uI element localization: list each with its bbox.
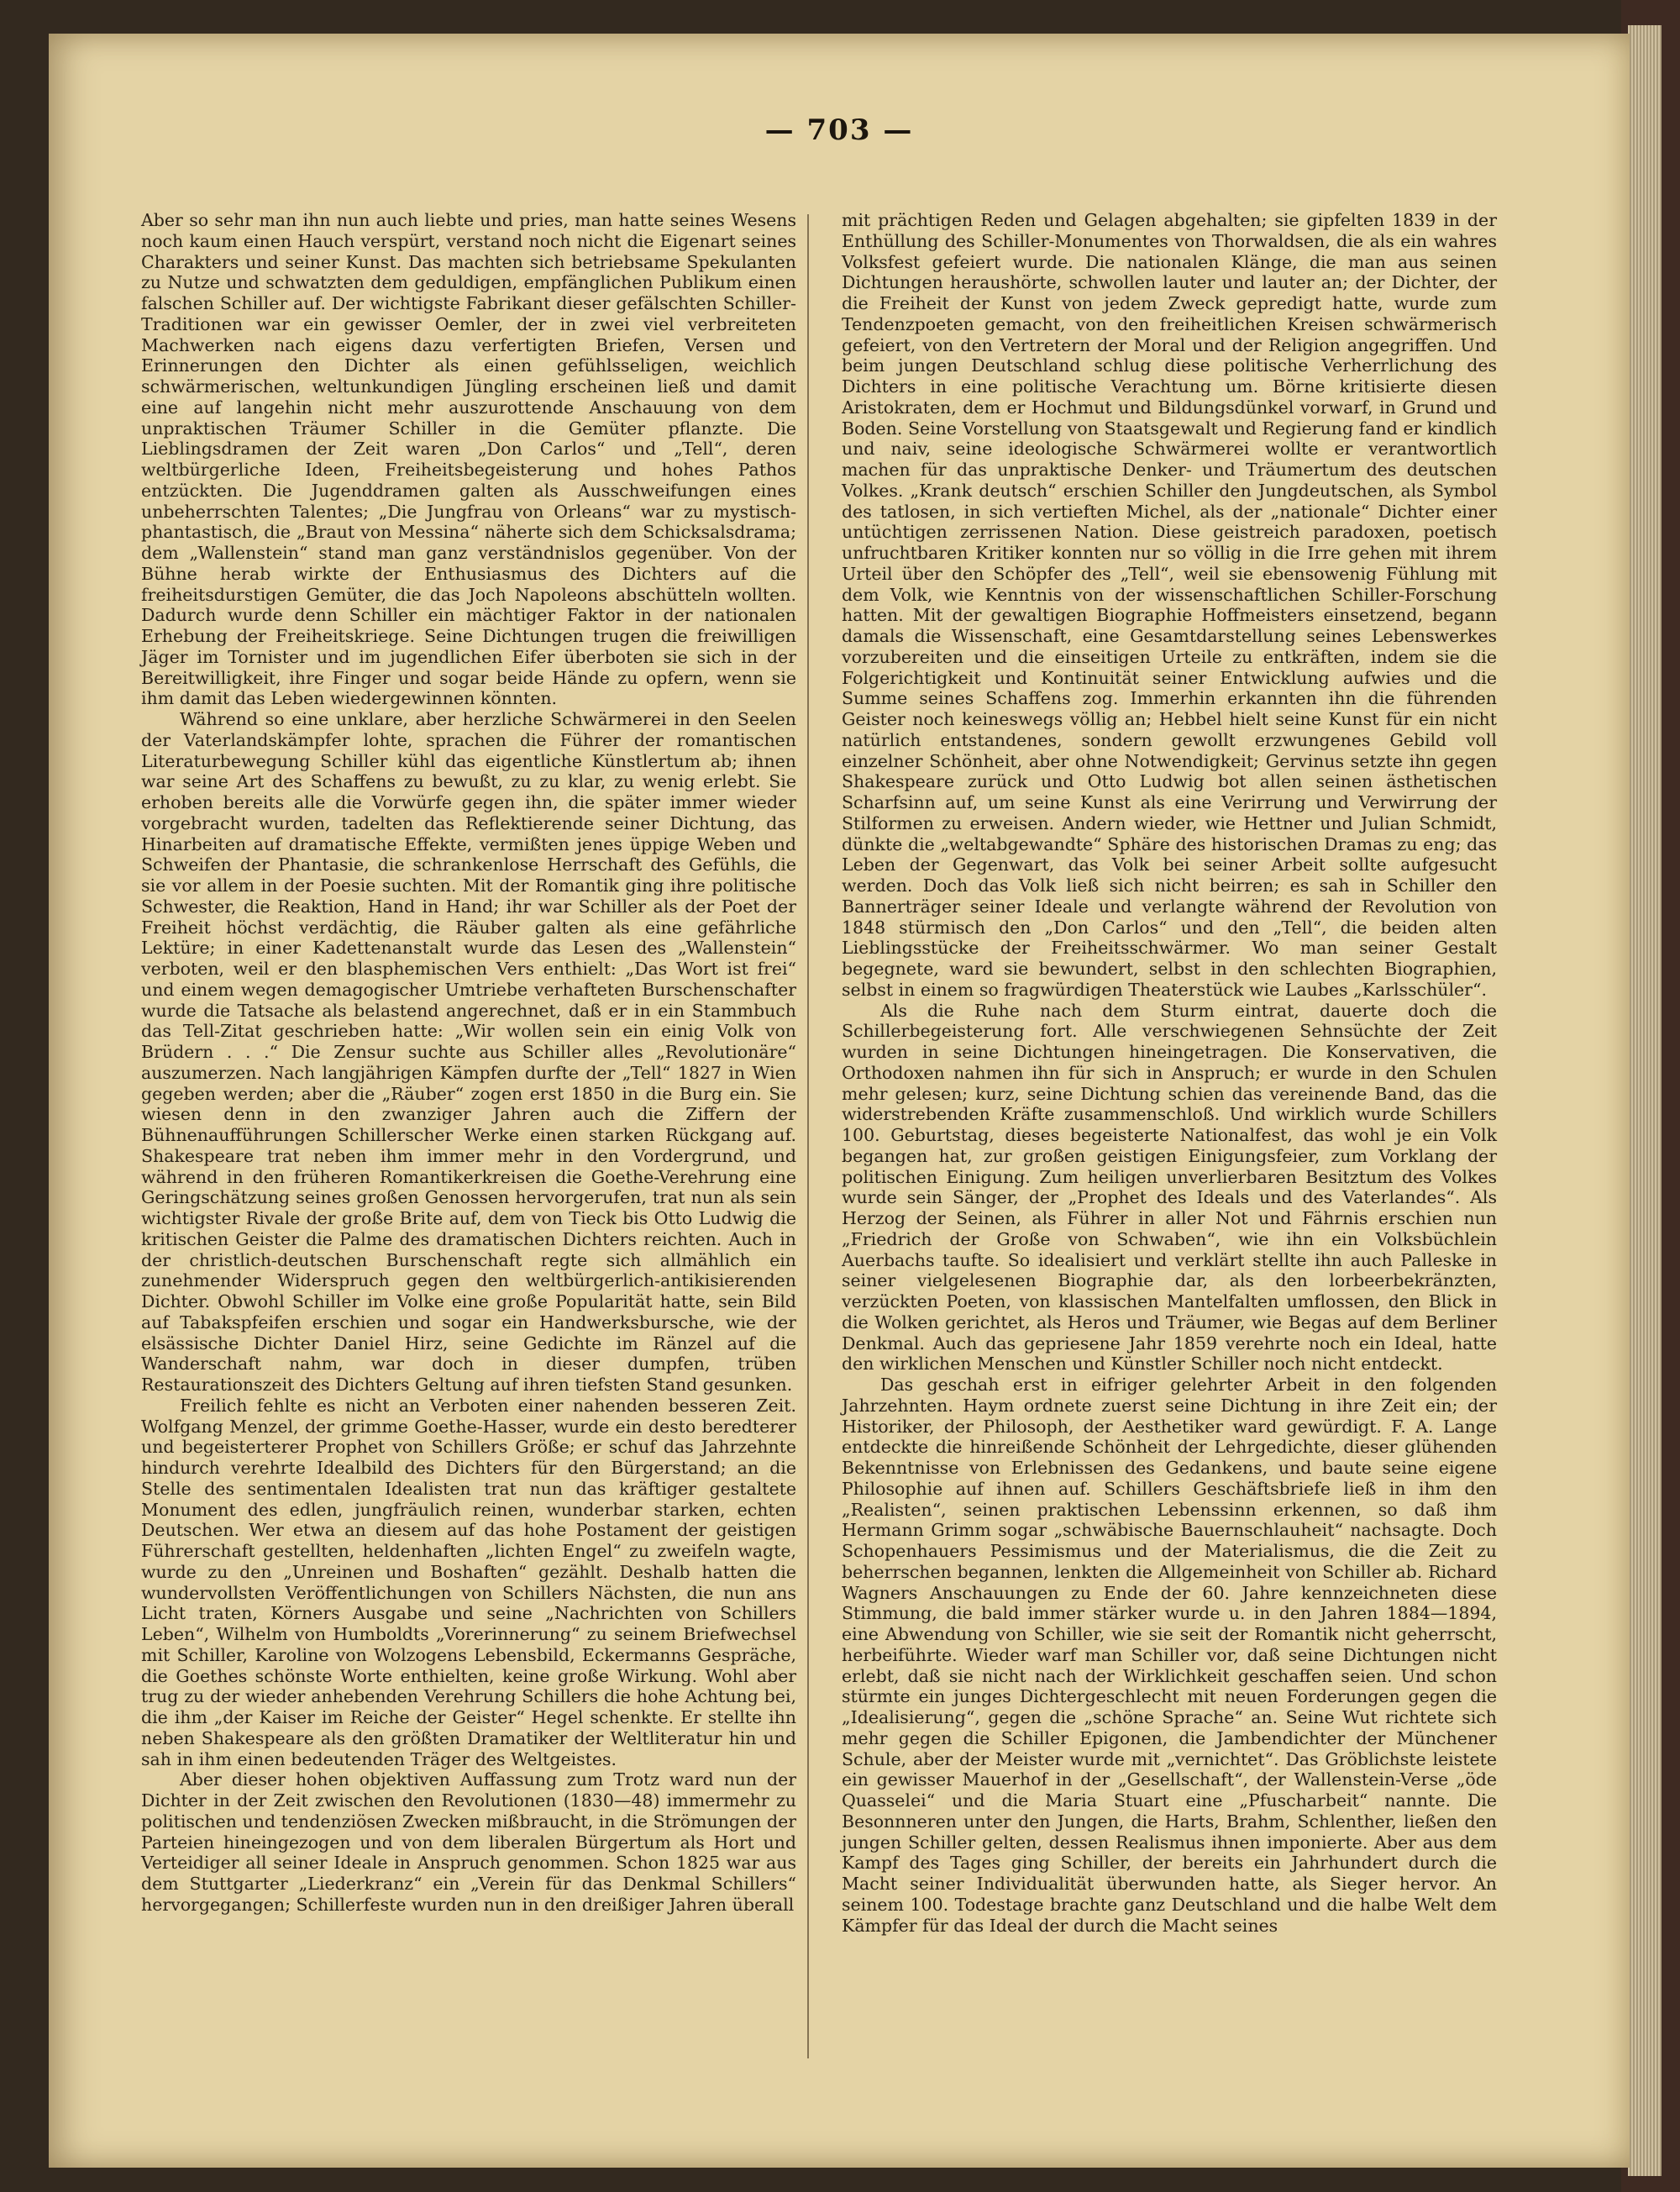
paragraph: Aber dieser hohen objektiven Auffassung zum Trotz ward nun der Dichter in der Zeit zwischen den Revolutionen (1830—48) immermehr zu politischen und tendenziösen Zwecken mißbraucht, in die Strömungen der Parteien hineingezogen und von dem liberalen Bürgertum als Hort und Verteidiger all seiner Ideale in Anspruch genommen. Schon 1825 war aus dem Stuttgarter „Liederkranz“ ein „Verein für das Denkmal Schillers“ hervorgegangen; Schillerfeste wurden nun in den dreißiger Jahren überall [141,1769,796,1915]
paragraph: mit prächtigen Reden und Gelagen abgehalten; sie gipfelten 1839 in der Enthüllung des Schiller-Monumentes von Thorwaldsen, die als ein wahres Volksfest gefeiert wurde. Die nationalen Klänge, die man aus seinen Dichtungen heraushörte, schwollen lauter und lauter an; der Dichter, der die Freiheit der Kunst von jedem Zweck gepredigt hatte, wurde zum Tendenzpoeten gemacht, von den freiheitlichen Kreisen schwärmerisch gefeiert, von den Vertretern der Moral und der Religion angegriffen. Und beim jungen Deutschland schlug diese politische Verherrlichung des Dichters in eine politische Verachtung um. Börne kritisierte diesen Aristokraten, dem er Hochmut und Bildungsdünkel vorwarf, in Grund und Boden. Seine Vorstellung von Staatsgewalt und Regierung fand er kindlich und naiv, seine ideologische Schwärmerei wollte er verantwortlich machen für das unpraktische Denker- und Träumertum des deutschen Volkes. „Krank deutsch“ erschien Schiller den Jungdeutschen, als Symbol des tatlosen, in sich vertieften Michel, als der „nationale“ Dichter einer untüchtigen zerrissenen Nation. Diese geistreich paradoxen, poetisch unfruchtbaren Kritiker konnten nur so völlig in die Irre gehen mit ihrem Urteil über den Schöpfer des „Tell“, weil sie ebensowenig Fühlung mit dem Volk, wie Kenntnis von der wissenschaftlichen Schiller-Forschung hatten. Mit der gewaltigen Biographie Hoffmeisters einsetzend, begann damals die Wissenschaft, eine Gesamtdarstellung seines Lebenswerkes vorzubereiten und die einseitigen Urteile zu entkräften, indem sie die Folgerichtigkeit und Kontinuität seiner Entwicklung aufwies und die Summe seines Schaffens zog. Immerhin erkannten ihn die führenden Geister noch keineswegs völlig an; Hebbel hielt seine Kunst für ein nicht natürlich entstandenes, sondern gewollt erzwungenes Gebild voll einzelner Schönheit, aber ohne Notwendigkeit; Gervinus setzte ihn gegen Shakespeare zurück und Otto Ludwig bot allen seinen ästhetischen Scharfsinn auf, um seine Kunst als eine Verirrung und Verwirrung der Stilformen zu erweisen. Andern wieder, wie Hettner und Julian Schmidt, dünkte die „weltabgewandte“ Sphäre des historischen Dramas zu eng; das Leben der Gegenwart, das Volk bei seiner Arbeit sollte aufgesucht werden. Doch das Volk ließ sich nicht beirren; es sah in Schiller den Bannerträger seiner Ideale und verlangte während der Revolution von 1848 stürmisch den „Don Carlos“ und den „Tell“, die beiden alten Lieblingsstücke der Freiheitsschwärmer. Wo man seiner Gestalt begegnete, ward sie bewundert, selbst in den schlechten Biographien, selbst in einem so fragwürdigen Theaterstück wie Laubes „Karlsschüler“. [842,210,1497,1000]
right-column [842,210,1497,1936]
paragraph: Freilich fehlte es nicht an Verboten einer nahenden besseren Zeit. Wolfgang Menzel, der grimme Goethe-Hasser, wurde ein desto beredterer und begeisterterer Prophet von Schillers Größe; er schuf das Jahrzehnte hindurch verehrte Idealbild des Dichters für den Bürgerstand; an die Stelle des sentimentalen Idealisten trat nun das kräftiger gestaltete Monument des edlen, jungfräulich reinen, wunderbar starken, echten Deutschen. Wer etwa an diesem auf das hohe Postament der geistigen Führerschaft gestellten, heldenhaften „lichten Engel“ zu zweifeln wagte, wurde zu den „Unreinen und Boshaften“ gezählt. Deshalb hatten die wundervollsten Veröffentlichungen von Schillers Nächsten, die nun ans Licht traten, Körners Ausgabe und seine „Nachrichten von Schillers Leben“, Wilhelm von Humboldts „Vorerinnerung“ zu seinem Briefwechsel mit Schiller, Karoline von Wolzogens Lebensbild, Eckermanns Gespräche, die Goethes schönste Worte enthielten, keine große Wirkung. Wohl aber trug zu der wieder anhebenden Verehrung Schillers die hohe Achtung bei, die ihm „der Kaiser im Reiche der Geister“ Hegel schenkte. Er stellte ihn neben Shakespeare als den größten Dramatiker der Weltliteratur hin und sah in ihm einen bedeutenden Träger des Weltgeistes. [141,1395,796,1769]
paragraph: Aber so sehr man ihn nun auch liebte und pries, man hatte seines Wesens noch kaum einen Hauch verspürt, verstand noch nicht die Eigenart seines Charakters und seiner Kunst. Das machten sich betriebsame Spekulanten zu Nutze und schwatzten dem geduldigen, empfänglichen Publikum einen falschen Schiller auf. Der wichtigste Fabrikant dieser gefälschten Schiller-Traditionen war ein gewisser Oemler, der in zwei viel verbreiteten Machwerken nach eigens dazu verfertigten Briefen, Versen und Erinnerungen den Dichter als einen gefühlsseligen, weichlich schwärmerischen, weltunkundigen Jüngling erscheinen ließ und damit eine auf langehin nicht mehr auszurottende Anschauung von dem unpraktischen Träumer Schiller in die Gemüter pflanzte. Die Lieblingsdramen der Zeit waren „Don Carlos“ und „Tell“, deren weltbürgerliche Ideen, Freiheitsbegeisterung und hohes Pathos entzückten. Die Jugenddramen galten als Ausschweifungen eines unbeherrschten Talentes; „Die Jungfrau von Orleans“ war zu mystisch-phantastisch, die „Braut von Messina“ näherte sich dem Schicksalsdrama; dem „Wallenstein“ stand man ganz verständnislos gegenüber. Von der Bühne herab wirkte der Enthusiasmus des Dichters auf die freiheitsdurstigen Gemüter, die das Joch Napoleons abschütteln wollten. Dadurch wurde denn Schiller ein mächtiger Faktor in der nationalen Erhebung der Freiheitskriege. Seine Dichtungen trugen die freiwilligen Jäger im Tornister und im jugendlichen Eifer überboten sie sich in der Bereitwilligkeit, ihre Finger und sogar beide Hände zu opfern, wenn sie ihm damit das Leben wiedergewinnen könnten. [141,210,796,709]
paragraph: Als die Ruhe nach dem Sturm eintrat, dauerte doch die Schillerbegeisterung fort. Alle verschwiegenen Sehnsüchte der Zeit wurden in seine Dichtungen hineingetragen. Die Konservativen, die Orthodoxen nahmen ihn für sich in Anspruch; er wurde in den Schulen mehr gelesen; kurz, seine Dichtung schien das vereinende Band, das die widerstrebenden Kräfte zusammenschloß. Und wirklich wurde Schillers 100. Geburtstag, dieses begeisterte Nationalfest, das wohl je ein Volk begangen hat, zur großen geistigen Einigungsfeier, zum Vorklang der politischen Einigung. Zum heiligen unverlierbaren Besitztum des Volkes wurde sein Sänger, der „Prophet des Ideals und des Vaterlandes“. Als Herzog der Seinen, als Führer in aller Not und Fährnis erschien nun „Friedrich der Große von Schwaben“, wie ihn ein Volksbüchlein Auerbachs taufte. So idealisiert und verklärt stellte ihn auch Palleske in seiner vielgelesenen Biographie dar, als den lorbeerbekränzten, verzückten Poeten, von klassischen Mantelfalten umflossen, den Blick in die Wolken gerichtet, als Heros und Träumer, wie Begas auf dem Berliner Denkmal. Auch das gepriesene Jahr 1859 verehrte noch ein Ideal, hatte den wirklichen Menschen und Künstler Schiller noch nicht entdeckt. [842,1000,1497,1375]
paragraph: Das geschah erst in eifriger gelehrter Arbeit in den folgenden Jahrzehnten. Haym ordnete zuerst seine Dichtung in ihre Zeit ein; der Historiker, der Philosoph, der Aesthetiker ward gewürdigt. F. A. Lange entdeckte die hinreißende Schönheit der Lehrgedichte, dieser glühenden Bekenntnisse von Erlebnissen des Gedankens, und baute seine eigene Philosophie auf ihnen auf. Schillers Geschäftsbriefe ließ in ihm den „Realisten“, seinen praktischen Lebenssinn erkennen, so daß ihm Hermann Grimm sogar „schwäbische Bauernschlauheit“ nachsagte. Doch Schopenhauers Pessimismus und der Materialismus, die die Zeit zu beherrschen begannen, lenkten die Allgemeinheit von Schiller ab. Richard Wagners Anschauungen zu Ende der 60. Jahre kennzeichneten diese Stimmung, die bald immer stärker wurde u. in den Jahren 1884—1894, eine Abwendung von Schiller, wie sie seit der Romantik nicht geherrscht, herbeiführte. Wieder warf man Schiller vor, daß seine Dichtungen nicht erlebt, daß sie nicht nach der Wirklichkeit geschaffen seien. Und schon stürmte ein junges Dichtergeschlecht mit neuen Forderungen gegen die „Idealisierung“, gegen die „schöne Sprache“ an. Seine Wut richtete sich mehr gegen die Schiller Epigonen, die Jambendichter der Münchener Schule, aber der Meister wurde mit „vernichtet“. Das Gröblichste leistete ein gewisser Mauerhof in der „Gesellschaft“, der Wallenstein-Verse „öde Quasselei“ und die Maria Stuart eine „Pfuscharbeit“ nannte. Die Besonnneren unter den Jungen, die Harts, Brahm, Schlenther, ließen den jungen Schiller gelten, dessen Realismus ihnen imponierte. Aber aus dem Kampf des Tages ging Schiller, der bereits ein Jahrhundert durch die Macht seiner Individualität überwunden hatte, als Sieger hervor. An seinem 100. Todestage brachte ganz Deutschland und die halbe Welt dem Kämpfer für das Ideal der durch die Macht seines [842,1375,1497,1936]
page-edges [1628,25,1662,2176]
page-number: — 703 — [764,113,914,147]
column-divider [807,214,809,2058]
paragraph: Während so eine unklare, aber herzliche Schwärmerei in den Seelen der Vaterlandskämpfer lohte, sprachen die Führer der romantischen Literaturbewegung Schiller kühl das eigentliche Künstlertum ab; ihnen war seine Art des Schaffens zu bewußt, zu zu klar, zu wenig erlebt. Sie erhoben bereits alle die Vorwürfe gegen ihn, die später immer wieder vorgebracht wurden, tadelten das Reflektierende seiner Dichtung, das Hinarbeiten auf dramatische Effekte, vermißten jenes üppige Weben und Schweifen der Phantasie, die schrankenlose Herrschaft des Gefühls, die sie vor allem in der Poesie suchten. Mit der Romantik ging ihre politische Schwester, die Reaktion, Hand in Hand; ihr war Schiller als der Poet der Freiheit höchst verdächtig, die Räuber galten als eine gefährliche Lektüre; in einer Kadettenanstalt wurde das Lesen des „Wallenstein“ verboten, weil er den blasphemischen Vers enthielt: „Das Wort ist frei“ und einem wegen demagogischer Umtriebe verhafteten Burschenschafter wurde die Tatsache als belastend angerechnet, daß er in ein Stammbuch das Tell-Zitat geschrieben hatte: „Wir wollen sein ein einig Volk von Brüdern . . .“ Die Zensur suchte aus Schiller alles „Revolutionäre“ auszumerzen. Nach langjährigen Kämpfen durfte der „Tell“ 1827 in Wien gegeben werden; aber die „Räuber“ zogen erst 1850 in die Burg ein. Sie wiesen denn in den zwanziger Jahren auch die Ziffern der Bühnenaufführungen Schillerscher Werke einen starken Rückgang auf. Shakespeare trat neben ihm immer mehr in den Vordergrund, und während in den früheren Romantikerkreisen die Goethe-Verehrung eine Geringschätzung seines großen Genossen hervorgerufen, trat nun als sein wichtigster Rivale der große Brite auf, dem von Tieck bis Otto Ludwig die kritischen Geister die Palme des dramatischen Dichters reichten. Auch in der christlich-deutschen Burschenschaft regte sich allmählich ein zunehmender Widerspruch gegen den weltbürgerlich-antikisierenden Dichter. Obwohl Schiller im Volke eine große Popularität hatte, sein Bild auf Tabakspfeifen erschien und sogar ein Handwerksbursche, wie der elsässische Dichter Daniel Hirz, seine Gedichte im Ränzel auf die Wanderschaft nahm, war doch in dieser dumpfen, trüben Restaurationszeit des Dichters Geltung auf ihren tiefsten Stand gesunken. [141,709,796,1395]
left-column [141,210,796,1916]
page [49,34,1630,2168]
